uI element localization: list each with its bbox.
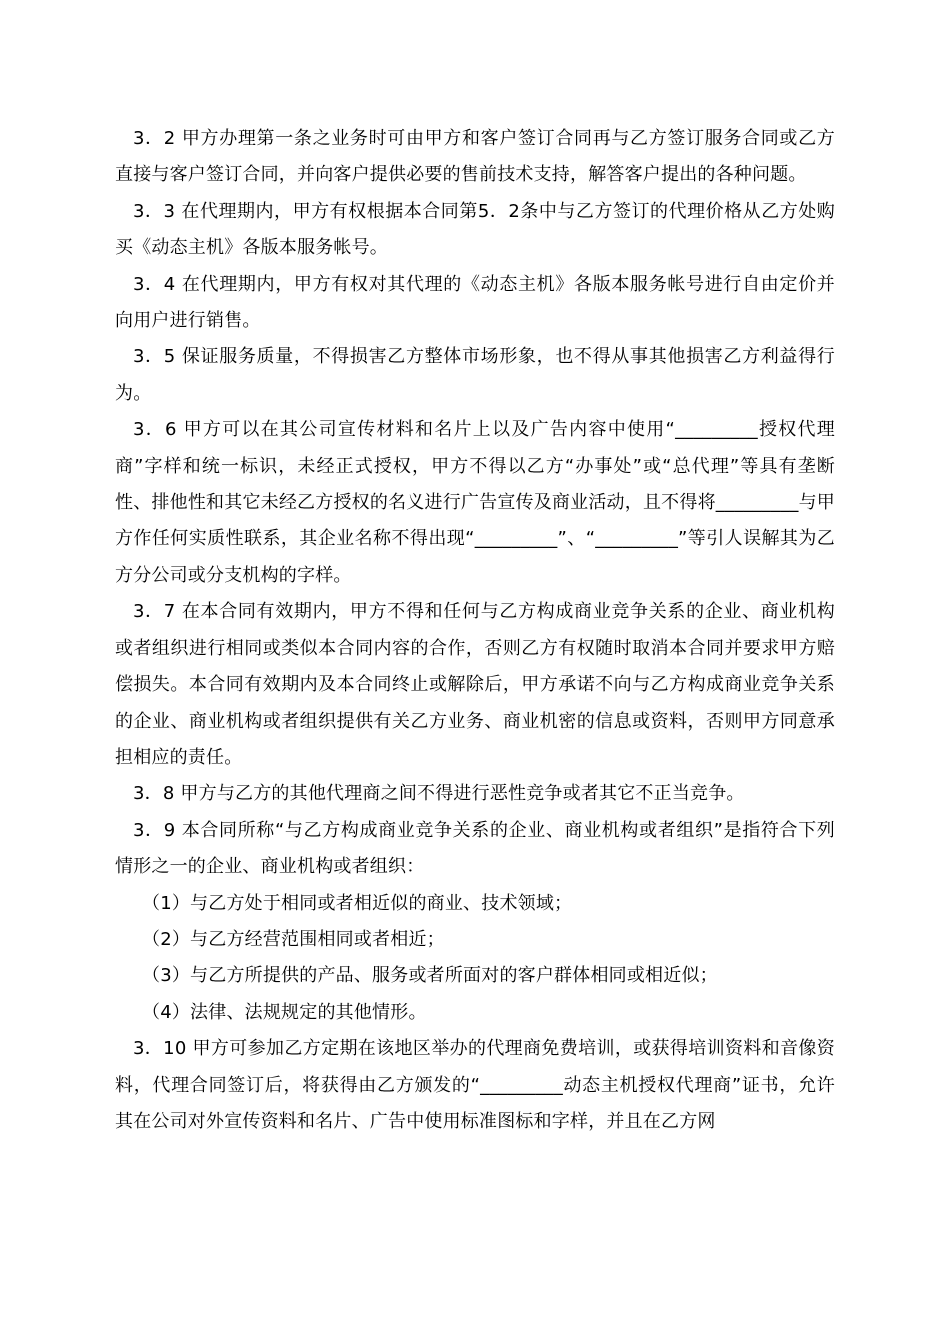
clause-3-6: 3．6 甲方可以在其公司宣传材料和名片上以及广告内容中使用“_________授权代理商”字样和统一标识，未经正式授权，甲方不得以乙方“办事处”或“总代理”等具有垄断性、排他性和其它未经乙方授权的名义进行广告宣传及商业活动，且不得将_________与甲方作任何实质性联系，其企业名称不得出现“_________”、“_________”等引人误解其为乙方分公司或分支机构的字样。 xyxy=(115,419,835,586)
document-body xyxy=(115,121,835,1140)
clause-3-9-item-4: （4）法律、法规规定的其他情形。 xyxy=(142,1001,427,1023)
clause-3-7: 3．7 在本合同有效期内，甲方不得和任何与乙方构成商业竞争关系的企业、商业机构或者组织进行相同或类似本合同内容的合作，否则乙方有权随时取消本合同并要求甲方赔偿损失。本合同有效期内及本合同终止或解除后，甲方承诺不向与乙方构成商业竞争关系的企业、商业机构或者组织提供有关乙方业务、商业机密的信息或资料，否则甲方同意承担相应的责任。 xyxy=(115,601,835,768)
clause-3-8: 3．8 甲方与乙方的其他代理商之间不得进行恶性竞争或者其它不正当竞争。 xyxy=(133,783,745,805)
clause-3-3: 3．3 在代理期内，甲方有权根据本合同第5．2条中与乙方签订的代理价格从乙方处购买《动态主机》各版本服务帐号。 xyxy=(115,200,835,259)
clause-3-9-item-2: （2）与乙方经营范围相同或者相近； xyxy=(142,928,445,950)
clause-3-2: 3．2 甲方办理第一条之业务时可由甲方和客户签订合同再与乙方签订服务合同或乙方直接与客户签订合同，并向客户提供必要的售前技术支持，解答客户提出的各种问题。 xyxy=(115,128,835,186)
clause-3-9-item-3: （3）与乙方所提供的产品、服务或者所面对的客户群体相同或相近似； xyxy=(142,965,718,987)
clause-3-9-item-1: （1）与乙方处于相同或者相近似的商业、技术领域； xyxy=(142,892,573,914)
clause-3-4: 3．4 在代理期内，甲方有权对其代理的《动态主机》各版本服务帐号进行自由定价并向用户进行销售。 xyxy=(115,273,835,332)
clause-3-10: 3．10 甲方可参加乙方定期在该地区举办的代理商免费培训，或获得培训资料和音像资料，代理合同签订后，将获得由乙方颁发的“_________动态主机授权代理商”证书，允许其在公司对外宣传资料和名片、广告中使用标准图标和字样，并且在乙方网 xyxy=(115,1038,835,1132)
clause-3-9: 3．9 本合同所称“与乙方构成商业竞争关系的企业、商业机构或者组织”是指符合下列情形之一的企业、商业机构或者组织： xyxy=(115,819,835,878)
clause-3-5: 3．5 保证服务质量，不得损害乙方整体市场形象，也不得从事其他损害乙方利益得行为。 xyxy=(115,346,835,404)
